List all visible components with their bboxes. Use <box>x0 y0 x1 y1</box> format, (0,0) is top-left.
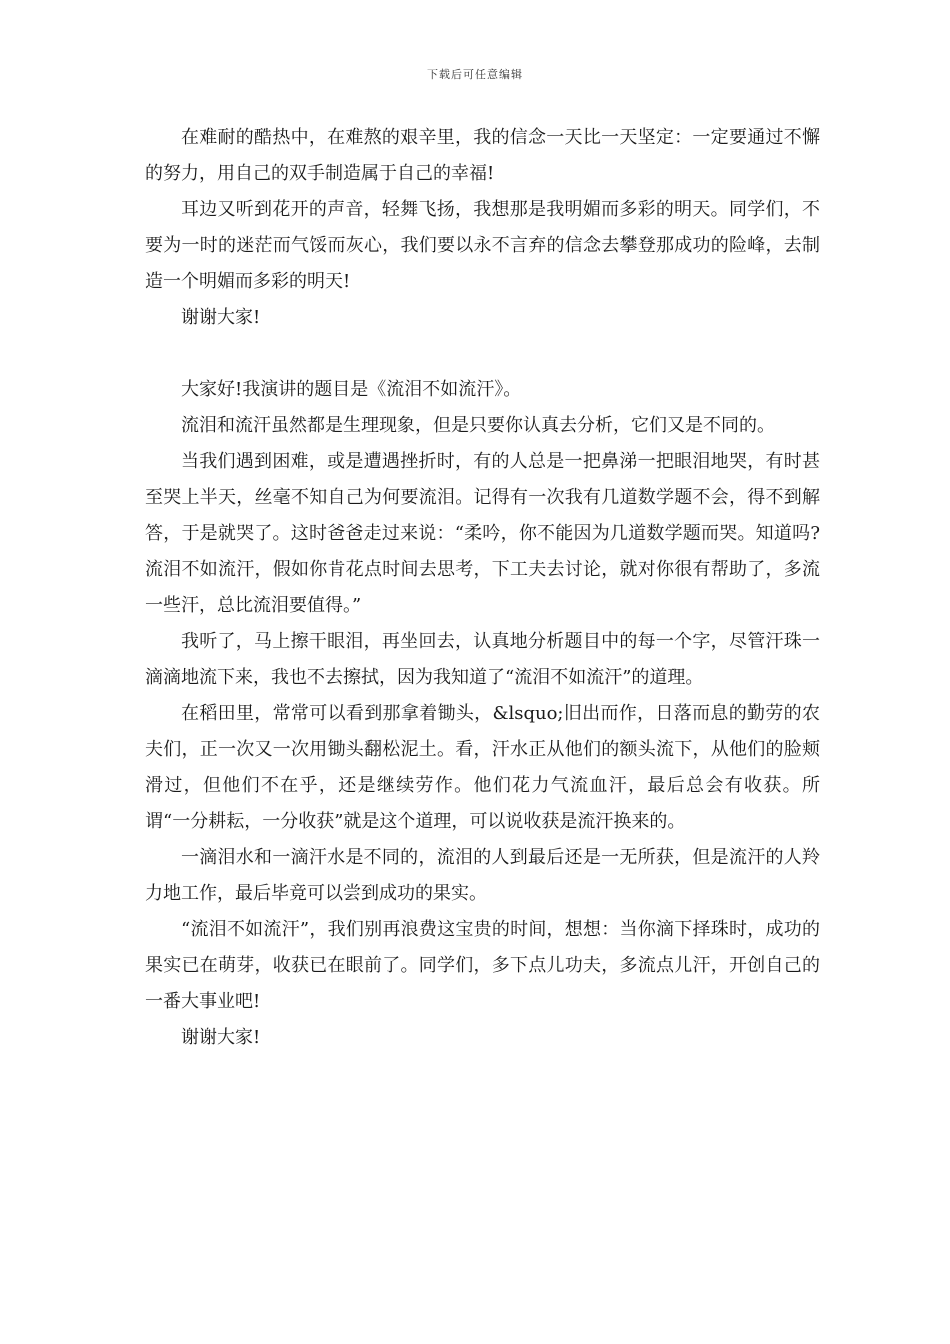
paragraph: 一滴泪水和一滴汗水是不同的，流泪的人到最后还是一无所获，但是流汗的人羚力地工作，最后毕竟可以尝到成功的果实。 <box>145 847 820 904</box>
page-header: 下载后可任意编辑 <box>427 68 523 81</box>
document-body <box>145 120 820 1056</box>
closing-line: 谢谢大家! <box>181 1027 261 1048</box>
paragraph: “流泪不如流汗”，我们别再浪费这宝贵的时间，想想：当你滴下择珠时，成功的果实已在萌芽，收获已在眼前了。同学们，多下点儿功夫，多流点儿汗，开创自己的一番大事业吧! <box>145 919 820 1012</box>
speech-opening: 大家好!我演讲的题目是《流泪不如流汗》。 <box>181 379 522 400</box>
paragraph: 我听了，马上擦干眼泪，再坐回去，认真地分析题目中的每一个字，尽管汗珠一滴滴地流下来，我也不去擦拭，因为我知道了“流泪不如流汗”的道理。 <box>145 631 820 688</box>
section-gap <box>145 336 820 372</box>
paragraph: 耳边又听到花开的声音，轻舞飞扬，我想那是我明媚而多彩的明天。同学们，不要为一时的迷茫而气馁而灰心，我们要以永不言弃的信念去攀登那成功的险峰，去制造一个明媚而多彩的明天! <box>145 199 820 292</box>
paragraph: 当我们遇到困难，或是遭遇挫折时，有的人总是一把鼻涕一把眼泪地哭，有时甚至哭上半天，丝毫不知自己为何要流泪。记得有一次我有几道数学题不会，得不到解答，于是就哭了。这时爸爸走过来说：“柔吟，你不能因为几道数学题而哭。知道吗?流泪不如流汗，假如你肯花点时间去思考，下工夫去讨论，就对你很有帮助了，多流一些汗，总比流泪要值得。” <box>145 451 820 616</box>
paragraph: 流泪和流汗虽然都是生理现象，但是只要你认真去分析，它们又是不同的。 <box>181 415 775 436</box>
paragraph: 在难耐的酷热中，在难熬的艰辛里，我的信念一天比一天坚定：一定要通过不懈的努力，用自己的双手制造属于自己的幸福! <box>145 127 820 184</box>
paragraph: 在稻田里，常常可以看到那拿着锄头，&lsquo;旧出而作，日落而息的勤劳的农夫们，正一次又一次用锄头翻松泥土。看，汗水正从他们的额头流下，从他们的脸颊滑过，但他们不在乎，还是继续劳作。他们花力气流血汗，最后总会有收获。所谓“一分耕耘，一分收获”就是这个道理，可以说收获是流汗换来的。 <box>145 703 820 832</box>
closing-line: 谢谢大家! <box>181 307 261 328</box>
